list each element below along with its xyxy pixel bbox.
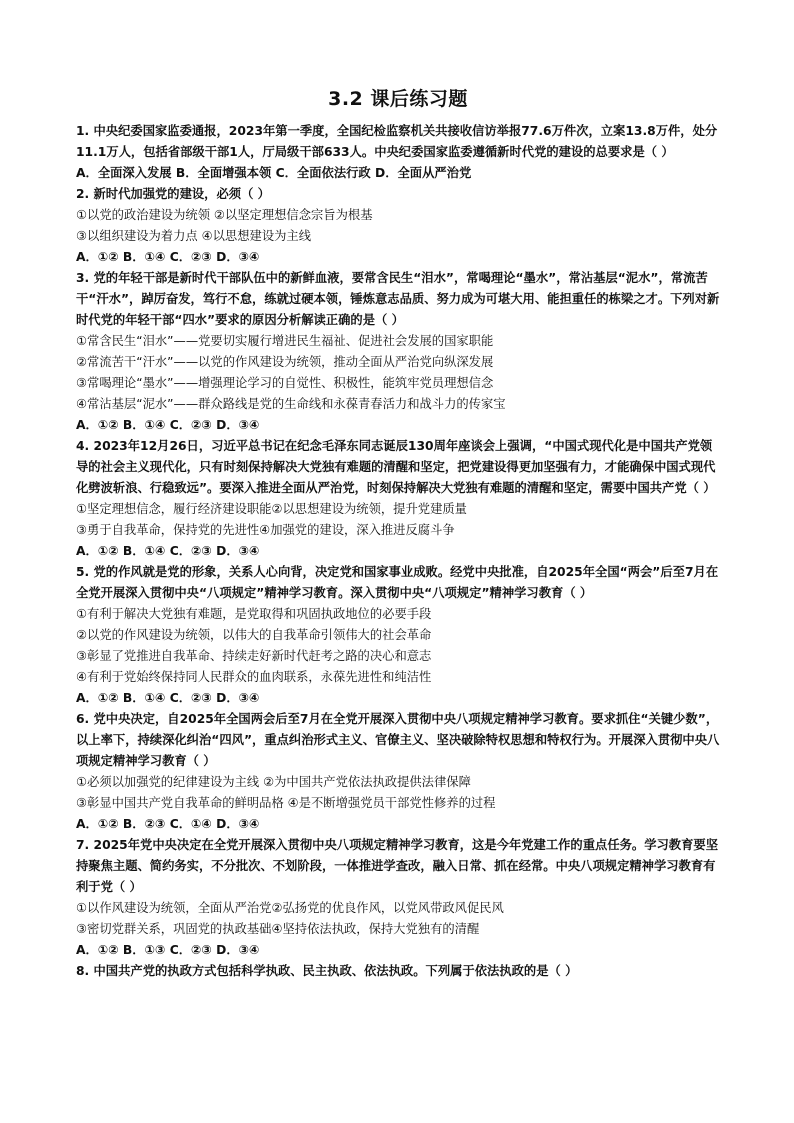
option-line: ③密切党群关系，巩固党的执政基础④坚持依法执政，保持大党独有的清醒: [76, 922, 480, 936]
answer-choices: A．①② B．②③ C．①④ D．③④: [76, 817, 260, 831]
question-stem: 2. 新时代加强党的建设，必须（ ）: [76, 187, 270, 201]
option-line: ③以组织建设为着力点 ④以思想建设为主线: [76, 229, 312, 243]
option-line: ①有利于解决大党独有难题，是党取得和巩固执政地位的必要手段: [76, 607, 432, 621]
question-3: [76, 268, 720, 436]
option-line: ①以作风建设为统领，全面从严治党②弘扬党的优良作风，以党风带政风促民风: [76, 901, 504, 915]
option-line: ②以党的作风建设为统领，以伟大的自我革命引领伟大的社会革命: [76, 628, 432, 642]
option-line: ①坚定理想信念，履行经济建设职能②以思想建设为统领，提升党建质量: [76, 502, 467, 516]
option-line: ①必须以加强党的纪律建设为主线 ②为中国共产党依法执政提供法律保障: [76, 775, 471, 789]
question-stem: 1. 中央纪委国家监委通报，2023年第一季度，全国纪检监察机关共接收信访举报77.6万件次，立案13.8万件，处分11.1万人，包括省部级干部1人，厅局级干部633人。中央纪委国家监委遵循新时代党的建设的总要求是（ ）: [76, 124, 718, 159]
option-line: ③勇于自我革命，保持党的先进性④加强党的建设，深入推进反腐斗争: [76, 523, 455, 537]
question-stem: 6. 党中央决定，自2025年全国两会后至7月在全党开展深入贯彻中央八项规定精神学习教育。要求抓住“关键少数”，以上率下，持续深化纠治“四风”，重点纠治形式主义、官僚主义、坚决破除特权思想和特权行为。开展深入贯彻中央八项规定精神学习教育（ ）: [76, 712, 720, 768]
question-stem: 8. 中国共产党的执政方式包括科学执政、民主执政、依法执政。下列属于依法执政的是（ ）: [76, 964, 578, 978]
question-6: [76, 709, 720, 835]
answer-choices: A．①② B．①④ C．②③ D．③④: [76, 544, 260, 558]
question-2: [76, 184, 720, 268]
question-stem: 4. 2023年12月26日，习近平总书记在纪念毛泽东同志诞辰130周年座谈会上强调，“中国式现代化是中国共产党领导的社会主义现代化，只有时刻保持解决大党独有难题的清醒和坚定，把党建设得更加坚强有力，才能确保中国式现代化劈波斩浪、行稳致远”。要深入推进全面从严治党，时刻保持解决大党独有难题的清醒和坚定，需要中国共产党（ ）: [76, 439, 716, 495]
question-stem: 7. 2025年党中央决定在全党开展深入贯彻中央八项规定精神学习教育，这是今年党建工作的重点任务。学习教育要坚持聚焦主题、简约务实，不分批次、不划阶段，一体推进学查改，融入日常、抓在经常。中央八项规定精神学习教育有利于党（ ）: [76, 838, 718, 894]
answer-choices: A．①② B．①③ C．②③ D．③④: [76, 943, 260, 957]
option-line: ③常喝理论“墨水”——增强理论学习的自觉性、积极性，能筑牢党员理想信念: [76, 376, 494, 390]
question-8: [76, 961, 720, 982]
page-title: 3.2 课后练习题: [328, 88, 468, 110]
question-stem: 3. 党的年轻干部是新时代干部队伍中的新鲜血液，要常含民生“泪水”，常喝理论“墨水”，常沾基层“泥水”，常流苦干“汗水”，踔厉奋发，笃行不怠，练就过硬本领，锤炼意志品质、努力成为可堪大用、能担重任的栋梁之才。下列对新时代党的年轻干部“四水”要求的原因分析解读正确的是（ ）: [76, 271, 720, 327]
option-line: ④有利于党始终保持同人民群众的血肉联系，永葆先进性和纯洁性: [76, 670, 432, 684]
answer-choices: A．①② B．①④ C．②③ D．③④: [76, 418, 260, 432]
option-line: ③彰显了党推进自我革命、持续走好新时代赶考之路的决心和意志: [76, 649, 432, 663]
option-line: ③彰显中国共产党自我革命的鲜明品格 ④是不断增强党员干部党性修养的过程: [76, 796, 496, 810]
answer-choices: A．全面深入发展 B．全面增强本领 C．全面依法行政 D．全面从严治党: [76, 166, 472, 180]
worksheet-page: [76, 84, 720, 982]
question-1: [76, 121, 720, 184]
question-4: [76, 436, 720, 562]
option-line: ②常流苦干“汗水”——以党的作风建设为统领，推动全面从严治党向纵深发展: [76, 355, 494, 369]
option-line: ①以党的政治建设为统领 ②以坚定理想信念宗旨为根基: [76, 208, 373, 222]
option-line: ①常含民生“泪水”——党要切实履行增进民生福祉、促进社会发展的国家职能: [76, 334, 494, 348]
option-line: ④常沾基层“泥水”——群众路线是党的生命线和永葆青春活力和战斗力的传家宝: [76, 397, 506, 411]
question-5: [76, 562, 720, 709]
question-7: [76, 835, 720, 961]
answer-choices: A．①② B．①④ C．②③ D．③④: [76, 691, 260, 705]
answer-choices: A．①② B．①④ C．②③ D．③④: [76, 250, 260, 264]
question-stem: 5. 党的作风就是党的形象，关系人心向背，决定党和国家事业成败。经党中央批准，自2025年全国“两会”后至7月在全党开展深入贯彻中央“八项规定”精神学习教育。深入贯彻中央“八项规定”精神学习教育（ ）: [76, 565, 719, 600]
